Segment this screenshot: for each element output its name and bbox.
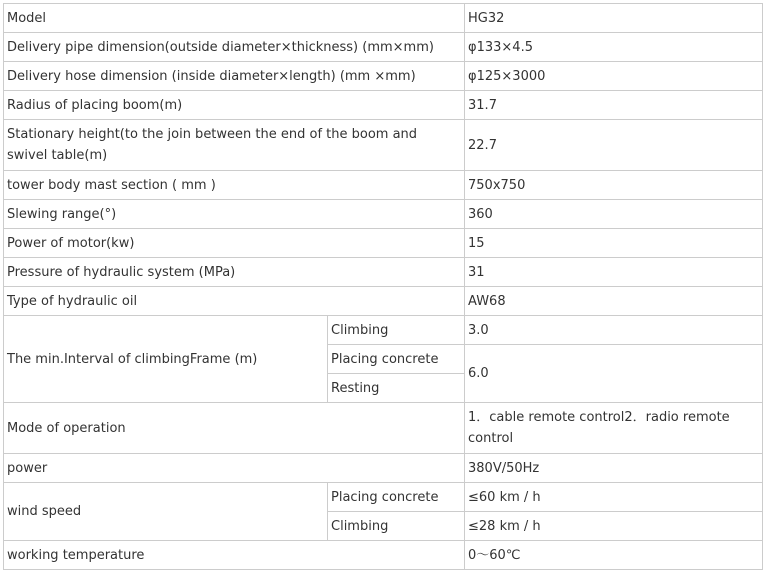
sub-label: Placing concrete: [328, 483, 465, 512]
table-row: [4, 287, 763, 316]
table-row: [4, 91, 763, 120]
row-label: Model: [4, 4, 465, 33]
row-value: 0～60℃: [465, 541, 763, 570]
climbing-interval-label: The min.Interval of climbingFrame (m): [4, 316, 328, 403]
row-label: Delivery pipe dimension(outside diameter×thickness) (mm×mm): [4, 33, 465, 62]
row-value: 360: [465, 200, 763, 229]
table-row: [4, 33, 763, 62]
table-row: [4, 483, 763, 512]
row-value: 1．cable remote control2．radio remote control: [465, 403, 763, 454]
sub-label: Climbing: [328, 316, 465, 345]
table-row: [4, 229, 763, 258]
row-value: AW68: [465, 287, 763, 316]
spec-table: [3, 3, 763, 570]
row-label: Pressure of hydraulic system (MPa): [4, 258, 465, 287]
table-row: [4, 541, 763, 570]
row-label: Mode of operation: [4, 403, 465, 454]
sub-label: Placing concrete: [328, 345, 465, 374]
row-label: Radius of placing boom(m): [4, 91, 465, 120]
row-label: Slewing range(°): [4, 200, 465, 229]
row-label: Delivery hose dimension (inside diameter×length) (mm ×mm): [4, 62, 465, 91]
row-label: Type of hydraulic oil: [4, 287, 465, 316]
wind-speed-label: wind speed: [4, 483, 328, 541]
sub-value: 6.0: [465, 345, 763, 403]
row-label: working temperature: [4, 541, 465, 570]
row-label: Power of motor(kw): [4, 229, 465, 258]
row-value: 31.7: [465, 91, 763, 120]
sub-label: Resting: [328, 374, 465, 403]
table-row: [4, 454, 763, 483]
row-value: HG32: [465, 4, 763, 33]
row-value: 31: [465, 258, 763, 287]
sub-value: ≤28 km / h: [465, 512, 763, 541]
table-row: [4, 316, 763, 345]
sub-value: 3.0: [465, 316, 763, 345]
table-row: [4, 62, 763, 91]
table-row: [4, 258, 763, 287]
row-label: Stationary height(to the join between the end of the boom and swivel table(m): [4, 120, 465, 171]
row-value: 15: [465, 229, 763, 258]
row-value: φ125×3000: [465, 62, 763, 91]
table-row: [4, 171, 763, 200]
row-label: tower body mast section ( mm ): [4, 171, 465, 200]
row-value: 380V/50Hz: [465, 454, 763, 483]
row-label: power: [4, 454, 465, 483]
table-row: [4, 403, 763, 454]
table-row: [4, 4, 763, 33]
table-row: [4, 200, 763, 229]
row-value: 750x750: [465, 171, 763, 200]
row-value: 22.7: [465, 120, 763, 171]
sub-value: ≤60 km / h: [465, 483, 763, 512]
sub-label: Climbing: [328, 512, 465, 541]
row-value: φ133×4.5: [465, 33, 763, 62]
table-row: [4, 120, 763, 171]
